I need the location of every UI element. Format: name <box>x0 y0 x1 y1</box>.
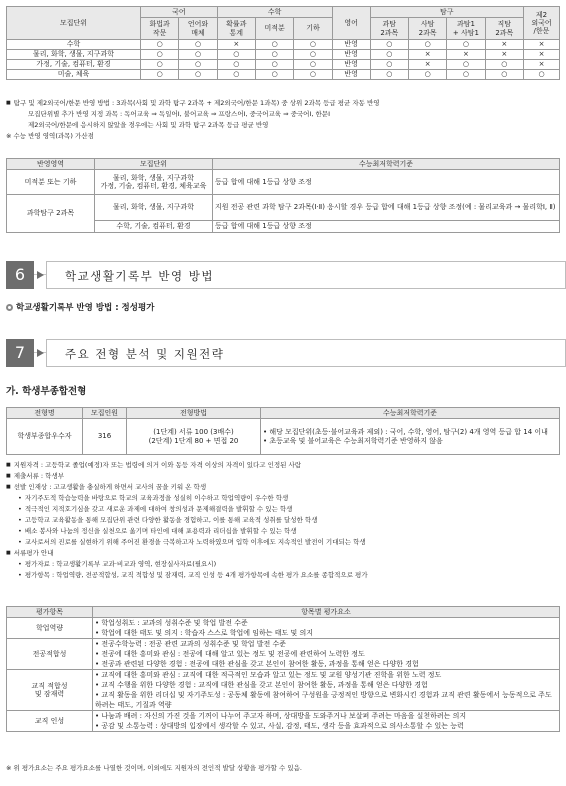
eval-element: • 교직 활동을 위한 리더십 및 자기주도성 : 공동체 활동에 참여하여 구성원을 긍정적인 방향으로 변화시킨 경험과 교직 관련 활동에서 능동적으로 주도하려는 태도, 기질과 역량 <box>95 691 552 709</box>
bonus-table <box>6 158 560 233</box>
eval-elements <box>93 639 560 670</box>
eval-element: • 나눔과 배려 : 자신의 가진 것을 기꺼이 나누어 주고자 하며, 상대방을 도와주거나 보살펴 주려는 마음을 실천하려는 의지 <box>95 712 467 720</box>
mark-cell: ○ <box>217 60 255 70</box>
list-item-text: 지원자격 : 고등학교 졸업(예정)자 또는 법령에 의거 이와 동등 자격 이상의 자격이 있다고 인정된 사람 <box>13 461 302 469</box>
mark-cell: × <box>217 40 255 50</box>
dot-bullet-icon <box>18 527 25 535</box>
evaluation-table-wrap <box>6 606 560 732</box>
note-no-second-lang: 제2외국어/한문에 응시하지 않았을 경우에는 사회 및 과학 탐구 2과목 등급 평균 반영 <box>28 121 269 129</box>
mark-cell: ○ <box>141 50 179 60</box>
section-number: 6 <box>6 261 34 289</box>
mark-cell: ○ <box>179 50 217 60</box>
list-item <box>6 570 560 581</box>
mark-cell: ○ <box>447 40 485 50</box>
admission-name-header: 전형명 <box>7 408 83 419</box>
mark-cell: ○ <box>141 40 179 50</box>
admission-method <box>127 419 261 455</box>
list-item-text: 배소 봉사와 나눔의 정신을 실천으로 옮기며 타인에 대해 포용력과 리더십을 발휘할 수 있는 학생 <box>24 527 297 535</box>
list-item <box>6 460 560 471</box>
admission-criteria-header: 수능최저학력기준 <box>261 408 560 419</box>
mark-cell: 반영 <box>332 60 370 70</box>
eval-element: • 전공에 대한 흥미와 관심 : 전공에 대해 알고 있는 정도 및 전공에 관련하여 노력한 정도 <box>95 650 365 658</box>
square-bullet-icon <box>6 483 14 491</box>
subject-subheader: 기하 <box>294 18 332 40</box>
list-item-text: 자기주도적 학습능력을 바탕으로 학교의 교육과정을 성실히 이수하고 학업역량이 우수한 학생 <box>24 494 289 502</box>
admission-criteria <box>261 419 560 455</box>
evaluation-table <box>6 606 560 732</box>
table-row <box>7 50 560 60</box>
mark-cell: × <box>524 50 560 60</box>
admission-table <box>6 407 560 455</box>
bonus-area: 미적분 또는 기하 <box>7 170 95 195</box>
mark-cell: 반영 <box>332 40 370 50</box>
bonus-criteria: 지원 전공 관련 과학 탐구 2과목(Ⅰ·Ⅱ) 응시할 경우 등급 합에 대해 1등급 상향 조정(예 : 물리교육과 → 물리학Ⅰ, Ⅱ) <box>213 195 560 221</box>
eval-item-header: 평가항목 <box>7 607 93 618</box>
subsection-title: 가. 학생부종합전형 <box>6 386 87 397</box>
eval-element: • 학업에 대한 태도 및 의지 : 학습자 스스로 학업에 임하는 태도 및 의지 <box>95 629 313 637</box>
mark-cell: ○ <box>217 50 255 60</box>
eval-element: • 학업성취도 : 교과의 성취수준 및 학업 발전 수준 <box>95 619 248 627</box>
note-inquiry-method: 탐구 및 제2외국어/한문 반영 방법 : 3과목(사회 및 과학 탐구 2과목 + 제2외국어/한문 1과목) 중 상위 2과목 등급 평균 자동 반영 <box>13 99 380 107</box>
mark-cell: ○ <box>294 60 332 70</box>
unit-cell: 가정, 기술, 컴퓨터, 환경 <box>7 60 141 70</box>
mark-cell: ○ <box>370 70 408 80</box>
list-item <box>6 471 560 482</box>
list-item <box>6 559 560 570</box>
list-item-text: 평가자료 : 학교생활기록부 교과·비교과 영역, 현장실사자료(필요시) <box>24 560 217 568</box>
subject-subheader: 과탐 2과목 <box>370 18 408 40</box>
dot-bullet-icon <box>18 571 25 579</box>
bonus-table-wrap <box>6 158 560 233</box>
square-bullet-icon <box>6 461 14 469</box>
mark-cell: × <box>408 60 446 70</box>
unit-cell: 물리, 화학, 생물, 지구과학 <box>7 50 141 60</box>
section-number: 7 <box>6 339 34 367</box>
stage-1: (1단계) 서류 100 (3배수) <box>153 428 234 437</box>
mark-cell: ○ <box>217 70 255 80</box>
admission-method-header: 전형방법 <box>127 408 261 419</box>
mark-cell: ○ <box>179 60 217 70</box>
mark-cell: ○ <box>370 40 408 50</box>
mark-cell: ○ <box>141 60 179 70</box>
square-bullet-icon <box>6 472 14 480</box>
mark-cell: ○ <box>294 40 332 50</box>
table-row <box>7 60 560 70</box>
bonus-unit: 물리, 화학, 생물, 지구과학 가정, 기술, 컴퓨터, 환경, 체육교육 <box>95 170 213 195</box>
table-row <box>7 70 560 80</box>
subject-subheader: 직탐 2과목 <box>485 18 523 40</box>
mark-cell: × <box>408 50 446 60</box>
dot-bullet-icon <box>18 560 25 568</box>
bonus-area-header: 반영영역 <box>7 159 95 170</box>
admission-notes <box>6 460 560 581</box>
dot-bullet-icon <box>18 505 25 513</box>
bonus-criteria-header: 수능최저학력기준 <box>213 159 560 170</box>
eval-item: 학업역량 <box>7 618 93 639</box>
mark-cell: ○ <box>255 70 293 80</box>
footnote: ※ 위 평가요소는 주요 평가요소를 나열한 것이며, 이외에도 지원자의 전인적 발달 상황을 평가할 수 있음. <box>6 764 302 772</box>
mark-cell: 반영 <box>332 50 370 60</box>
admission-name: 학생부종합우수자 <box>7 419 83 455</box>
admission-count: 316 <box>83 419 127 455</box>
korean-header: 국어 <box>141 7 218 18</box>
eval-elements-header: 항목별 평가요소 <box>93 607 560 618</box>
list-item-text: 적극적인 지적호기심을 갖고 새로운 과제에 대하여 창의성과 문제해결력을 발휘할 수 있는 학생 <box>24 505 293 513</box>
mark-cell: ○ <box>179 70 217 80</box>
mark-cell: ○ <box>255 60 293 70</box>
mark-cell: ○ <box>255 50 293 60</box>
mark-cell: ○ <box>447 60 485 70</box>
arrow-right-icon <box>37 271 44 279</box>
eval-item: 전공적합성 <box>7 639 93 670</box>
eval-elements <box>93 670 560 711</box>
table-row <box>7 670 560 711</box>
square-bullet-icon <box>6 549 14 557</box>
criteria-line: • 해당 모집단위(초등·불어교육과 제외) : 국어, 수학, 영어, 탐구(2) 4개 영역 등급 합 14 이내 <box>263 428 548 437</box>
table-row <box>7 40 560 50</box>
mark-cell: × <box>485 40 523 50</box>
dot-bullet-icon <box>18 538 25 546</box>
list-item <box>6 504 560 515</box>
mark-cell: ○ <box>485 60 523 70</box>
list-item <box>6 537 560 548</box>
table-row <box>7 639 560 670</box>
eval-elements <box>93 711 560 732</box>
inquiry-header: 탐구 <box>370 7 523 18</box>
bonus-unit: 수학, 기술, 컴퓨터, 환경 <box>95 221 213 233</box>
eval-elements <box>93 618 560 639</box>
subject-subheader: 사탐 2과목 <box>408 18 446 40</box>
eval-element: • 교직에 대한 흥미와 관심 : 교직에 대한 적극적인 모습과 알고 있는 정도 및 교원 양성기관 진학을 위한 노력 정도 <box>95 671 442 679</box>
stage-2: (2단계) 1단계 80 + 면접 20 <box>148 436 239 445</box>
bonus-unit-header: 모집단위 <box>95 159 213 170</box>
mark-cell: 반영 <box>332 70 370 80</box>
eval-item: 교직 적합성 및 잠재력 <box>7 670 93 711</box>
csat-subject-table-wrap <box>6 6 560 80</box>
unit-header: 모집단위 <box>7 7 141 40</box>
list-item-text: 제출서류 : 학생부 <box>13 472 65 480</box>
second-language-header: 제2 외국어 /한문 <box>524 7 560 40</box>
ring-bullet-icon <box>6 304 13 311</box>
list-item <box>6 482 560 493</box>
mark-cell: ○ <box>524 70 560 80</box>
mark-cell: ○ <box>408 70 446 80</box>
list-item-text: 고등학교 교육활동을 통해 모집단위 관련 다양한 활동을 경험하고, 이를 통해 교육적 성취를 달성한 학생 <box>24 516 318 524</box>
list-item-text: 선발 인재상 : 고교생활을 충실하게 하면서 교사의 꿈을 키워 온 학생 <box>13 483 207 491</box>
csat-notes <box>6 98 560 142</box>
mark-cell: × <box>447 50 485 60</box>
subject-subheader: 미적분 <box>255 18 293 40</box>
section-7-header <box>6 339 566 367</box>
eval-item: 교직 인성 <box>7 711 93 732</box>
school-record-method-text: 학교생활기록부 반영 방법 : 정성평가 <box>16 303 155 313</box>
eval-element: • 전공과 관련된 다양한 경험 : 전공에 대한 관심을 갖고 본인이 참여한 활동, 과정을 통해 얻은 다양한 경험 <box>95 660 419 668</box>
eval-element: • 교직 수행을 위한 다양한 경험 : 교직에 대한 관심을 갖고 본인이 참여한 활동, 과정을 통해 얻은 다양한 경험 <box>95 681 428 689</box>
admission-count-header: 모집인원 <box>83 408 127 419</box>
admission-table-wrap <box>6 407 560 455</box>
mark-cell: ○ <box>294 50 332 60</box>
bonus-area: 과학탐구 2과목 <box>7 195 95 233</box>
mark-cell: × <box>485 50 523 60</box>
list-item-text: 평가항목 : 학업역량, 전공적합성, 교직 적합성 및 잠재력, 교직 인성 등 4개 평가항목에 속한 평가 요소를 종합적으로 평가 <box>24 571 368 579</box>
subject-subheader: 확률과 통계 <box>217 18 255 40</box>
subject-subheader: 화법과 작문 <box>141 18 179 40</box>
mark-cell: ○ <box>447 70 485 80</box>
mark-cell: ○ <box>370 50 408 60</box>
csat-subject-table <box>6 6 560 80</box>
section-title: 학교생활기록부 반영 방법 <box>46 261 566 289</box>
bonus-criteria: 등급 합에 대해 1등급 상향 조정 <box>213 170 560 195</box>
unit-cell: 수학 <box>7 40 141 50</box>
section-title: 주요 전형 분석 및 지원전략 <box>46 339 566 367</box>
list-item <box>6 493 560 504</box>
unit-cell: 미술, 체육 <box>7 70 141 80</box>
mark-cell: ○ <box>255 40 293 50</box>
list-item <box>6 548 560 559</box>
mark-cell: × <box>524 60 560 70</box>
school-record-method <box>6 301 154 313</box>
table-row <box>7 618 560 639</box>
mark-cell: ○ <box>370 60 408 70</box>
list-item <box>6 526 560 537</box>
list-item-text: 교사로서의 진로를 실현하기 위해 주어진 환경을 극복하고자 노력하였으며 입학 이후에도 지속적인 발전이 기대되는 학생 <box>24 538 366 546</box>
math-header: 수학 <box>217 7 332 18</box>
eval-element: • 전공수학능력 : 전공 관련 교과의 성취수준 및 학업 발전 수준 <box>95 640 287 648</box>
list-item-text: 서류평가 안내 <box>13 549 54 557</box>
dot-bullet-icon <box>18 516 25 524</box>
arrow-right-icon <box>37 349 44 357</box>
mark-cell: ○ <box>179 40 217 50</box>
note-extra-subject: 모집단위별 추가 반영 지정 과목 : 독어교육 ⇒ 독일어Ⅰ, 불어교육 ⇒ 프랑스어Ⅰ, 중국어교육 ⇒ 중국어Ⅰ, 한문Ⅰ <box>28 110 330 118</box>
subject-subheader: 과탐1 + 사탐1 <box>447 18 485 40</box>
section-6-header <box>6 261 566 289</box>
mark-cell: ○ <box>485 70 523 80</box>
english-header: 영어 <box>332 7 370 40</box>
table-row <box>7 711 560 732</box>
criteria-line: • 초등교육 및 불어교육은 수능최저학력기준 반영하지 않음 <box>263 436 443 445</box>
dot-bullet-icon <box>18 494 25 502</box>
note-bonus: ※ 수능 반영 영역(과목) 가산점 <box>6 132 94 140</box>
eval-element: • 공감 및 소통능력 : 상대방의 입장에서 생각할 수 있고, 사실, 감정, 태도, 생각 등을 효과적으로 의사소통할 수 있는 능력 <box>95 722 464 730</box>
mark-cell: ○ <box>294 70 332 80</box>
subject-subheader: 언어와 매체 <box>179 18 217 40</box>
bonus-unit: 물리, 화학, 생물, 지구과학 <box>95 195 213 221</box>
mark-cell: × <box>524 40 560 50</box>
mark-cell: ○ <box>408 40 446 50</box>
bonus-criteria: 등급 합에 대해 1등급 상향 조정 <box>213 221 560 233</box>
list-item <box>6 515 560 526</box>
mark-cell: ○ <box>141 70 179 80</box>
